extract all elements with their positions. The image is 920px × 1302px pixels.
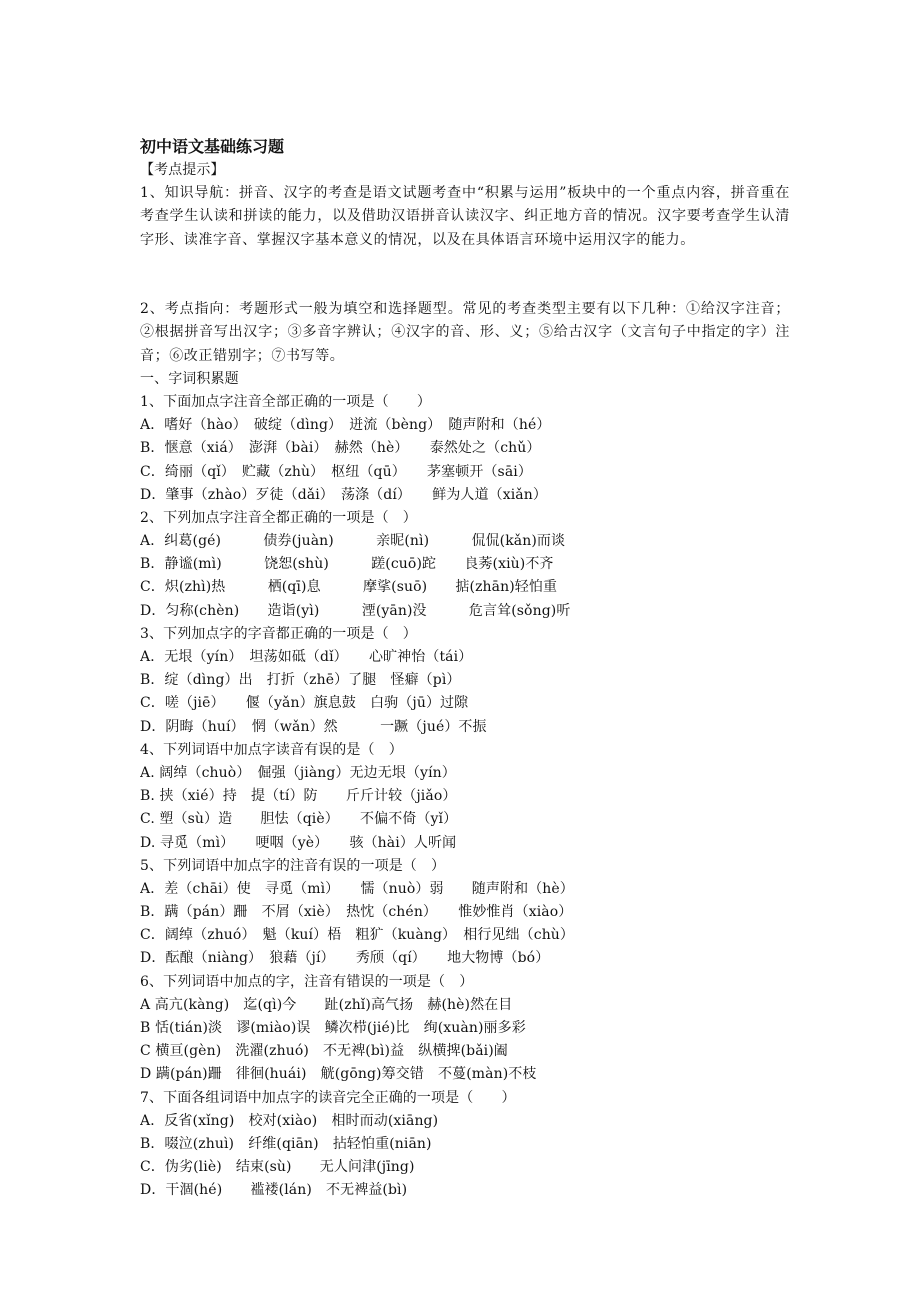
question-5-stem: 5、下列词语中加点字的注音有误的一项是（ ） <box>140 857 446 874</box>
question-7-option-a: A．反省(xǐng) 校对(xiào) 相时而动(xiāng) <box>140 1112 439 1129</box>
question-1-option-d: D．肇事（zhào）歹徒（dǎi） 荡涤（dí） 鲜为人道（xiǎn） <box>140 486 547 503</box>
question-4-option-b: B. 挟（xié）持 提（tí）防 斤斤计较（jiǎo） <box>140 788 457 805</box>
question-1-option-c: C．绮丽（qǐ） 贮藏（zhù） 枢纽（qū） 茅塞顿开（sāi） <box>140 463 532 480</box>
question-6-option-c: C 横亘(gèn) 洗濯(zhuó) 不无裨(bì)益 纵横捭(bǎi)阖 <box>140 1043 508 1060</box>
question-6-stem: 6、下列词语中加点的字，注音有错误的一项是（ ） <box>140 973 474 990</box>
question-4-option-c: C. 塑（sù）造 胆怯（qiè） 不偏不倚（yǐ） <box>140 811 458 828</box>
question-3-option-d: D．阴晦（huí） 惘（wǎn）然 一蹶（jué）不振 <box>140 718 487 735</box>
question-4-option-d: D. 寻觅（mì） 哽咽（yè） 骇（hài）人听闻 <box>140 834 457 851</box>
question-7-stem: 7、下面各组词语中加点字的读音完全正确的一项是（ ） <box>140 1089 516 1106</box>
question-2-option-d: D．匀称(chèn) 造诣(yì) 湮(yān)没 危言耸(sǒng)听 <box>140 602 571 619</box>
exam-focus-paragraph: 2、考点指向：考题形式一般为填空和选择题型。常见的考查类型主要有以下几种：①给汉字注音；②根据拼音写出汉字；③多音字辨认；④汉字的音、形、义；⑤给古汉字（文言句子中指定的字）注音；⑥改正错别字；⑦书写等。 <box>140 301 790 364</box>
question-2-stem: 2、下列加点字注音全都正确的一项是（ ） <box>140 509 417 526</box>
question-1-option-a: A．嗜好（hào） 破绽（dìng） 迸流（bèng） 随声附和（hé） <box>140 417 551 434</box>
question-3-option-c: C．嗟（jiē） 偃（yǎn）旗息鼓 白驹（jū）过隙 <box>140 695 469 712</box>
hint-header: 【考点提示】 <box>140 162 225 178</box>
question-4-stem: 4、下列词语中加点字读音有误的是（ ） <box>140 741 403 758</box>
question-1-option-b: B．惬意（xiá） 澎湃（bài） 赫然（hè） 泰然处之（chǔ） <box>140 440 541 457</box>
question-3-option-b: B．绽（dìng）出 打折（zhē）了腿 怪癖（pì） <box>140 672 461 689</box>
question-1-stem: 1、下面加点字注音全部正确的一项是（ ） <box>140 393 432 410</box>
section-heading: 一、字词积累题 <box>140 370 239 387</box>
document-page <box>140 135 790 1203</box>
question-2-option-b: B．静谧(mì) 饶恕(shù) 蹉(cuō)跎 良莠(xiù)不齐 <box>140 556 554 573</box>
knowledge-navigation-paragraph: 1、知识导航：拼音、汉字的考查是语文试题考查中“积累与运用”板块中的一个重点内容，拼音重在考查学生认读和拼读的能力，以及借助汉语拼音认读汉字、纠正地方音的情况。汉字要考查学生认清字形、读准字音、掌握汉字基本意义的情况，以及在具体语言环境中运用汉字的能力。 <box>140 185 790 248</box>
question-2-option-a: A．纠葛(gé) 债券(juàn) 亲昵(nì) 侃侃(kǎn)而谈 <box>140 533 566 550</box>
question-3-option-a: A．无垠（yín） 坦荡如砥（dǐ） 心旷神怡（tái） <box>140 649 473 666</box>
question-7-option-d: D．干涸(hé) 褴褛(lán) 不无裨益(bì) <box>140 1182 408 1199</box>
document-title: 初中语文基础练习题 <box>140 137 285 156</box>
question-6-option-a: A 高亢(kàng) 迄(qì)今 趾(zhǐ)高气扬 赫(hè)然在目 <box>140 996 513 1013</box>
question-5-option-a: A．差（chāi）使 寻觅（mì） 懦（nuò）弱 随声附和（hè） <box>140 880 574 897</box>
question-4-option-a: A. 阔绰（chuò） 倔强（jiàng）无边无垠（yín） <box>140 764 456 781</box>
question-5-option-c: C．阔绰（zhuó） 魁（kuí）梧 粗犷（kuàng） 相行见绌（chù） <box>140 927 575 944</box>
question-3-stem: 3、下列加点字的字音都正确的一项是（ ） <box>140 625 417 642</box>
question-6-option-b: B 恬(tián)淡 谬(miào)误 鳞次栉(jié)比 绚(xuàn)丽多彩 <box>140 1020 526 1037</box>
question-7-option-c: C．伪劣(liè) 结束(sù) 无人问津(jīng) <box>140 1159 415 1176</box>
question-7-option-b: B．啜泣(zhuì) 纤维(qiān) 拈轻怕重(niān) <box>140 1135 432 1152</box>
question-5-option-d: D．酝酿（niàng） 狼藉（jí） 秀颀（qí） 地大物博（bó） <box>140 950 550 967</box>
question-5-option-b: B．蹒（pán）跚 不屑（xiè） 热忱（chén） 惟妙惟肖（xiào） <box>140 904 573 921</box>
question-6-option-d: D 蹒(pán)跚 徘徊(huái) 觥(gōng)筹交错 不蔓(màn)不枝 <box>140 1066 537 1083</box>
question-2-option-c: C．炽(zhì)热 栖(qī)息 摩挲(suō) 掂(zhān)轻怕重 <box>140 579 558 596</box>
